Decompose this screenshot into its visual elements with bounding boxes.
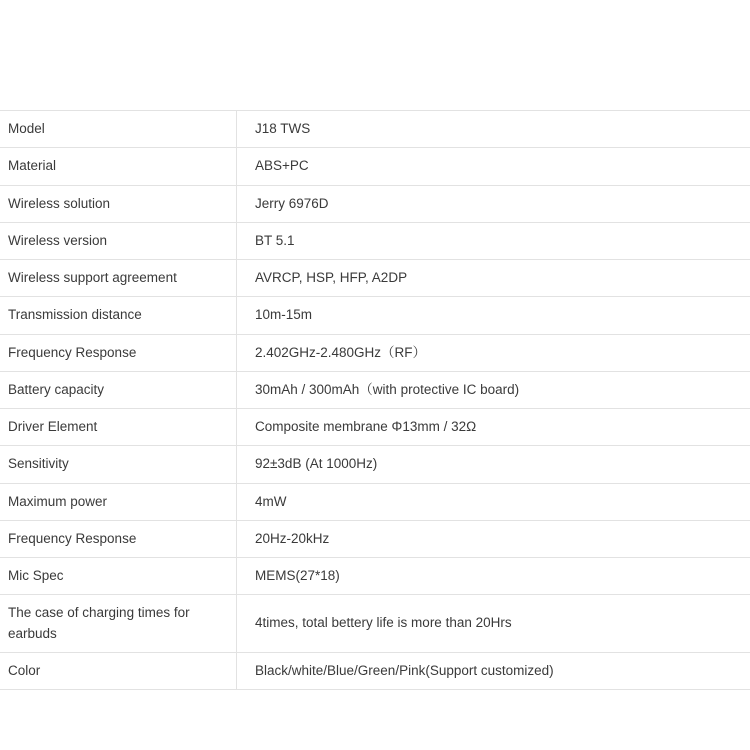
table-row <box>0 483 750 520</box>
spec-value: 30mAh / 300mAh（with protective IC board) <box>237 371 750 408</box>
spec-value: Black/white/Blue/Green/Pink(Support customized) <box>237 652 750 689</box>
spec-value: Composite membrane Φ13mm / 32Ω <box>237 409 750 446</box>
spec-table-container <box>0 110 750 690</box>
spec-label: Driver Element <box>0 409 237 446</box>
spec-value: 92±3dB (At 1000Hz) <box>237 446 750 483</box>
spec-label: Maximum power <box>0 483 237 520</box>
spec-label: Frequency Response <box>0 334 237 371</box>
spec-value: J18 TWS <box>237 111 750 148</box>
spec-table-body <box>0 111 750 690</box>
spec-label: Model <box>0 111 237 148</box>
spec-label: Mic Spec <box>0 558 237 595</box>
spec-label: Color <box>0 652 237 689</box>
spec-label: Transmission distance <box>0 297 237 334</box>
spec-table <box>0 110 750 690</box>
spec-value: 4times, total bettery life is more than 20Hrs <box>237 595 750 653</box>
table-row <box>0 297 750 334</box>
spec-value: ABS+PC <box>237 148 750 185</box>
spec-value: BT 5.1 <box>237 222 750 259</box>
spec-label: Material <box>0 148 237 185</box>
table-row <box>0 409 750 446</box>
table-row <box>0 185 750 222</box>
table-row <box>0 111 750 148</box>
table-row <box>0 371 750 408</box>
table-row <box>0 260 750 297</box>
spec-label: Wireless support agreement <box>0 260 237 297</box>
spec-value: MEMS(27*18) <box>237 558 750 595</box>
table-row <box>0 558 750 595</box>
spec-value: 10m-15m <box>237 297 750 334</box>
spec-label: Sensitivity <box>0 446 237 483</box>
table-row <box>0 446 750 483</box>
table-row <box>0 652 750 689</box>
table-row <box>0 222 750 259</box>
table-row <box>0 148 750 185</box>
spec-value: 4mW <box>237 483 750 520</box>
spec-label: Frequency Response <box>0 520 237 557</box>
spec-label: Wireless solution <box>0 185 237 222</box>
spec-label: Battery capacity <box>0 371 237 408</box>
spec-label: The case of charging times for earbuds <box>0 595 237 653</box>
table-row <box>0 334 750 371</box>
spec-value: AVRCP, HSP, HFP, A2DP <box>237 260 750 297</box>
spec-value: 2.402GHz-2.480GHz（RF） <box>237 334 750 371</box>
spec-label: Wireless version <box>0 222 237 259</box>
table-row <box>0 595 750 653</box>
table-row <box>0 520 750 557</box>
spec-value: Jerry 6976D <box>237 185 750 222</box>
spec-value: 20Hz-20kHz <box>237 520 750 557</box>
